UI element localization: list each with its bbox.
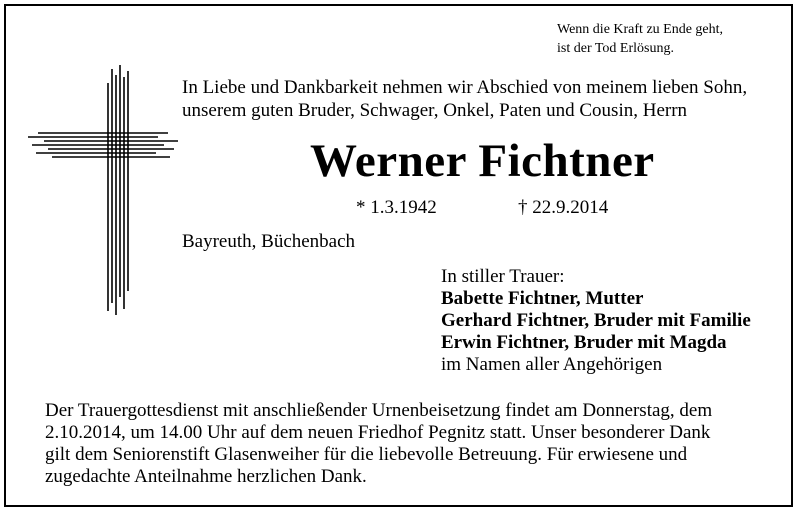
cross-icon (28, 65, 178, 315)
intro-text (182, 76, 747, 122)
service-info (45, 400, 712, 488)
mourners-heading: In stiller Trauer: (441, 266, 565, 287)
mourners-block (441, 266, 751, 376)
mourner-name: Babette Fichtner, Mutter (441, 288, 644, 309)
death-date: † 22.9.2014 (518, 197, 609, 218)
intro-line: In Liebe und Dankbarkeit nehmen wir Abschied von meinem lieben Sohn, (182, 77, 748, 98)
service-line: Der Trauergottesdienst mit anschließender Urnenbeisetzung findet am Donnerstag, dem (45, 400, 713, 421)
mourner-name: Erwin Fichtner, Bruder mit Magda (441, 332, 727, 353)
birth-date: * 1.3.1942 (356, 197, 437, 218)
deceased-name: Werner Fichtner (310, 135, 655, 187)
motto-line: Wenn die Kraft zu Ende geht, (557, 22, 724, 37)
mourner-name: Gerhard Fichtner, Bruder mit Familie (441, 310, 751, 331)
motto-line: ist der Tod Erlösung. (557, 41, 674, 56)
service-line: gilt dem Seniorenstift Glasenweiher für die liebevolle Betreuung. Für erwiesene und (45, 444, 688, 465)
intro-line: unserem guten Bruder, Schwager, Onkel, Paten und Cousin, Herrn (182, 100, 688, 121)
motto (557, 20, 723, 58)
places: Bayreuth, Büchenbach (182, 231, 356, 252)
service-line: zugedachte Anteilnahme herzlichen Dank. (45, 466, 367, 487)
mourners-closing: im Namen aller Angehörigen (441, 354, 663, 375)
service-line: 2.10.2014, um 14.00 Uhr auf dem neuen Friedhof Pegnitz statt. Unser besonderer Dank (45, 422, 711, 443)
